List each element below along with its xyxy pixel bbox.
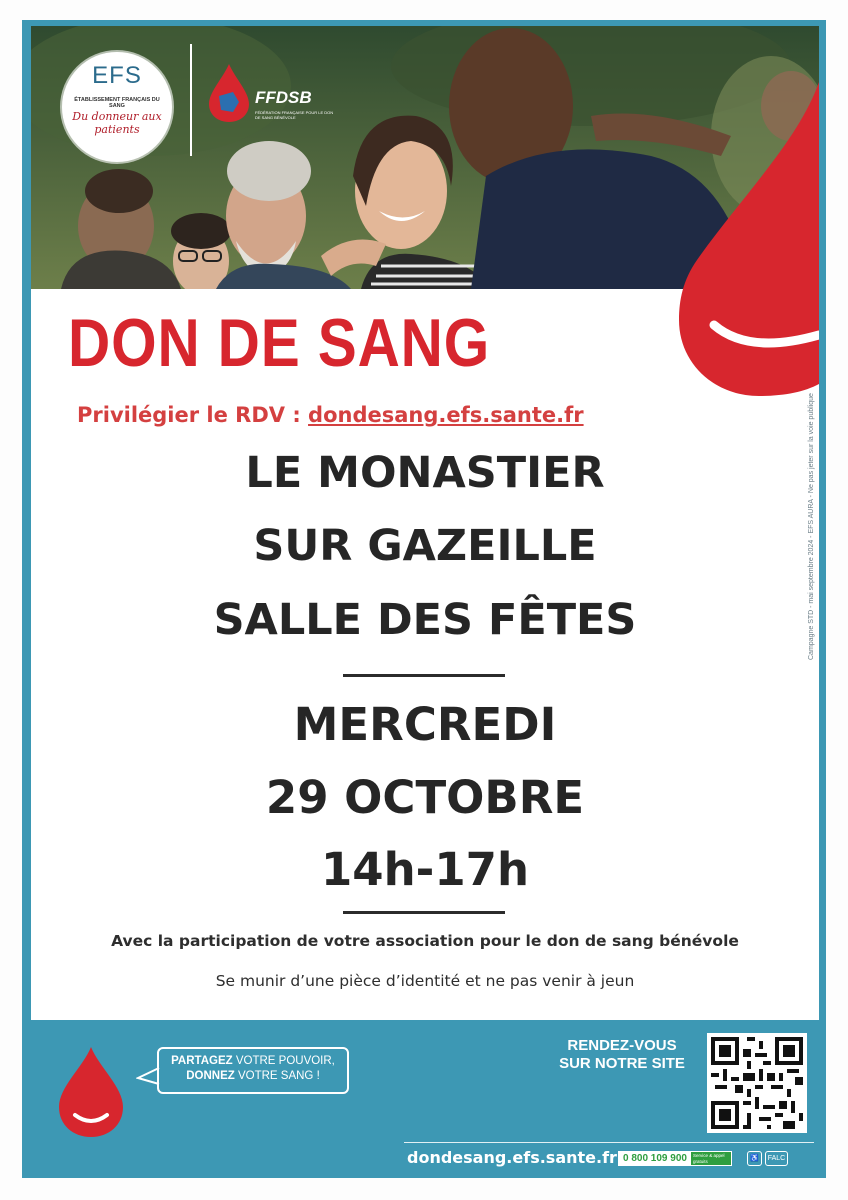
efs-logo-fullname: ÉTABLISSEMENT FRANÇAIS DU SANG (74, 97, 160, 109)
rdv-line (77, 403, 584, 427)
accessibility-icon: ♿ (747, 1151, 762, 1166)
phone-badge[interactable] (618, 1151, 732, 1166)
ffdsb-drop-icon (207, 62, 251, 124)
phone-number: 0 800 109 900 (619, 1152, 691, 1165)
slogan-bold-2: DONNEZ (186, 1070, 235, 1082)
falc-icon: FALC (765, 1151, 789, 1166)
slogan-text (163, 1054, 343, 1084)
rdv-link[interactable]: dondesang.efs.sante.fr (308, 403, 584, 427)
ffdsb-logo-fullname: FÉDÉRATION FRANÇAISE POUR LE DON DE SANG BÉNÉVOLE (255, 110, 334, 120)
blood-drop-icon (679, 80, 819, 398)
footer-divider (404, 1142, 814, 1143)
rdv-site-line-1: RENDEZ-VOUS (567, 1037, 677, 1054)
rdv-site-line-2: SUR NOTRE SITE (559, 1055, 685, 1072)
divider-bottom (343, 911, 505, 914)
campaign-side-note: Campagne STD - mai septembre 2024 - EFS AURA - Ne pas jeter sur la voie publique (808, 393, 815, 660)
ffdsb-logo-text: FFDSB (255, 88, 312, 107)
slogan-rest-1: VOTRE POUVOIR, (232, 1055, 335, 1067)
slogan-bold-1: PARTAGEZ (171, 1055, 233, 1067)
page-title: DON DE SANG (68, 305, 491, 381)
footer-website-link[interactable]: dondesang.efs.sante.fr (407, 1148, 617, 1167)
location-line-2: SUR GAZEILLE (253, 521, 597, 571)
event-date: 29 OCTOBRE (265, 771, 585, 824)
slogan-rest-2: VOTRE SANG ! (234, 1070, 320, 1082)
rdv-site-label (543, 1037, 701, 1073)
requirements-note: Se munir d’une pièce d’identité et ne pas venir à jeun (215, 972, 635, 990)
small-blood-drop-icon (55, 1045, 127, 1140)
efs-logo (62, 52, 172, 162)
phone-tag: Service & appel gratuits (691, 1152, 731, 1165)
efs-logo-text: EFS (92, 62, 142, 89)
participation-note: Avec la participation de votre association pour le don de sang bénévole (111, 932, 739, 950)
location-venue: SALLE DES FÊTES (213, 595, 637, 645)
qr-code[interactable] (707, 1033, 807, 1133)
logo-separator (190, 44, 192, 156)
accessibility-icons (747, 1151, 788, 1166)
event-hours: 14h-17h (321, 843, 529, 896)
efs-logo-tagline: Du donneur aux patients (72, 110, 162, 136)
location-line-1: LE MONASTIER (245, 448, 605, 498)
rdv-prefix: Privilégier le RDV : (77, 403, 309, 427)
event-day: MERCREDI (293, 698, 557, 751)
divider-top (343, 674, 505, 677)
